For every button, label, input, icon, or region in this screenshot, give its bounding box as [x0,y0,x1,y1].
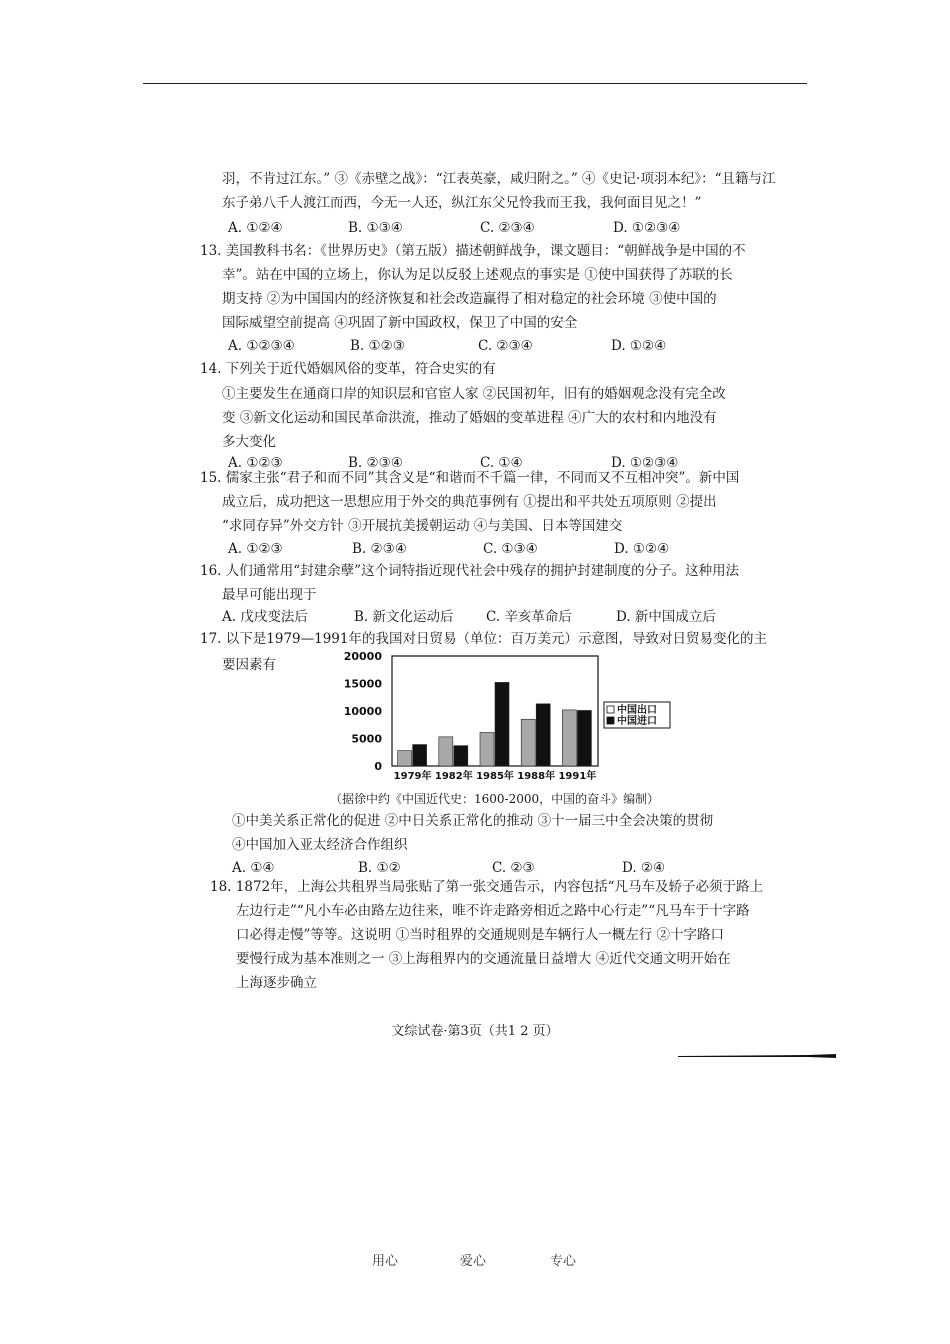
q12-option-c: C. ②③④ [480,220,535,236]
q17-option-b: B. ①② [358,860,401,876]
q13-line4: 国际威望空前提高 ④巩固了新中国政权，保卫了中国的安全 [222,315,578,331]
q17-options [232,859,752,877]
q13-line1: 13. 美国教科书名：《世界历史》（第五版）描述朝鲜战争，课文题目：“朝鲜战争是中国的不 [200,243,746,259]
q17-option-a: A. ①④ [232,860,275,876]
tagline-yongxin: 用心 [372,1254,399,1269]
q15-option-d: D. ①②④ [614,541,670,557]
q13-option-b: B. ①②③ [350,338,405,354]
y-tick-label: 10000 [343,705,382,718]
q17-option-d: D. ②④ [622,860,666,876]
legend-label: 中国进口 [617,716,657,727]
trade-bar-chart [343,650,678,782]
y-tick-label: 0 [374,760,382,773]
q17-option-c: C. ②③ [492,860,535,876]
bar-export [480,732,494,766]
y-tick-label: 20000 [343,650,382,663]
q14-option-a: A. ①②③ [228,455,283,471]
q18-line4: 要慢行成为基本准则之一 ③上海租界内的交通流量日益增大 ④近代交通文明开始在 [236,951,731,967]
q13-line3: 期支持 ②为中国国内的经济恢复和社会改造赢得了相对稳定的社会环境 ③使中国的 [222,291,717,307]
y-tick-label: 15000 [343,677,382,691]
tagline-aixin: 爱心 [460,1254,487,1269]
q13-option-a: A. ①②③④ [228,338,295,354]
legend-swatch [607,706,614,713]
q12-line2: 东子弟八千人渡江而西，今无一人还，纵江东父兄怜我而王我，我何面目见之！” [222,195,702,211]
q14-line2: ①主要发生在通商口岸的知识层和官宦人家 ②民国初年，旧有的婚姻观念没有完全改 [222,386,726,402]
q16-option-b: B. 新文化运动后 [354,609,454,625]
bar-import [454,746,468,766]
q13-options [228,337,748,355]
q12-options [228,219,748,237]
page-footer: 文综试卷·第3页（共1 2 页） [391,1024,559,1039]
q16-options [222,608,742,626]
q14-line1: 14. 下列关于近代婚姻风俗的变革，符合史实的有 [200,361,496,377]
q15-option-b: B. ②③④ [352,541,407,557]
bar-import [577,710,591,766]
q14-option-c: C. ①④ [480,455,523,471]
q14-line4: 多大变化 [222,434,276,450]
legend-label: 中国出口 [617,705,657,716]
bar-export [562,710,576,766]
y-tick-label: 5000 [351,732,382,746]
q17-line4: ④中国加入亚太经济合作组织 [232,837,408,853]
q13-option-d: D. ①②④ [611,338,667,354]
q17-line1: 17. 以下是1979—1991年的我国对日贸易（单位：百万美元）示意图，导致对日贸易变化的主 [200,631,767,647]
q15-line3: “求同存异”外交方针 ③开展抗美援朝运动 ④与美国、日本等国建交 [222,518,623,534]
q16-option-d: D. 新中国成立后 [616,609,716,625]
chart-caption: （据徐中约《中国近代史：1600-2000，中国的奋斗》编制） [330,792,660,806]
x-tick-label: 1985年 [476,771,514,782]
q15-option-c: C. ①③④ [483,541,538,557]
q12-option-d: D. ①②③④ [613,220,681,236]
q16-line2: 最早可能出现于 [222,587,317,603]
q14-option-d: D. ①②③④ [611,455,679,471]
q16-option-c: C. 辛亥革命后 [486,609,572,625]
q17-line3: ①中美关系正常化的促进 ②中日关系正常化的推动 ③十一届三中全会决策的贯彻 [232,813,714,829]
scan-edge-mark [678,1054,836,1058]
q18-line3: 口必得走慢”等等。这说明 ①当时租界的交通规则是车辆行人一概左行 ②十字路口 [236,927,724,943]
q14-option-b: B. ②③④ [348,455,403,471]
bar-import [495,682,509,766]
q18-line5: 上海逐步确立 [236,975,317,991]
x-tick-label: 1982年 [434,771,473,782]
bar-export [439,737,453,766]
q13-line2: 幸”。站在中国的立场上，你认为足以反驳上述观点的事实是 ①使中国获得了苏联的长 [222,267,733,283]
bar-export [398,751,412,766]
q15-options [228,540,748,558]
legend-swatch [607,717,614,724]
q16-line1: 16. 人们通常用“封建余孽”这个词特指近现代社会中残存的拥护封建制度的分子。这种用法 [200,563,740,579]
bar-import [413,745,427,766]
q12-line1: 羽，不肯过江东。” ③《赤壁之战》：“江表英豪，咸归附之。” ④《史记·项羽本纪》：“且籍与江 [222,171,776,187]
q17-line2: 要因素有 [222,657,276,673]
q18-line1: 18. 1872年，上海公共租界当局张贴了第一张交通告示，内容包括“凡马车及轿子必须于路上 [210,879,764,895]
q15-option-a: A. ①②③ [228,541,283,557]
q15-line1: 15. 儒家主张“君子和而不同”其含义是“和谐而不千篇一律，不同而又不互相冲突”。新中国 [200,470,740,486]
q12-option-a: A. ①②④ [228,220,283,236]
x-tick-label: 1988年 [517,771,556,782]
q18-line2: 左边行走”“凡小车必由路左边往来，唯不许走路旁相近之路中心行走”“凡马车于十字路 [236,903,750,919]
q15-line2: 成立后，成功把这一思想应用于外交的典范事例有 ①提出和平共处五项原则 ②提出 [222,494,717,510]
q16-option-a: A. 戊戌变法后 [222,609,308,625]
q13-option-c: C. ②③④ [478,338,533,354]
bar-export [521,719,535,766]
q14-line3: 变 ③新文化运动和国民革命洪流，推动了婚姻的变革进程 ④广大的农村和内地没有 [222,410,717,426]
tagline-zhuanxin: 专心 [550,1254,577,1269]
top-rule [143,83,807,84]
bar-import [536,704,550,766]
x-tick-label: 1979年 [393,771,432,782]
x-tick-label: 1991年 [558,771,597,782]
q12-option-b: B. ①③④ [348,220,403,236]
